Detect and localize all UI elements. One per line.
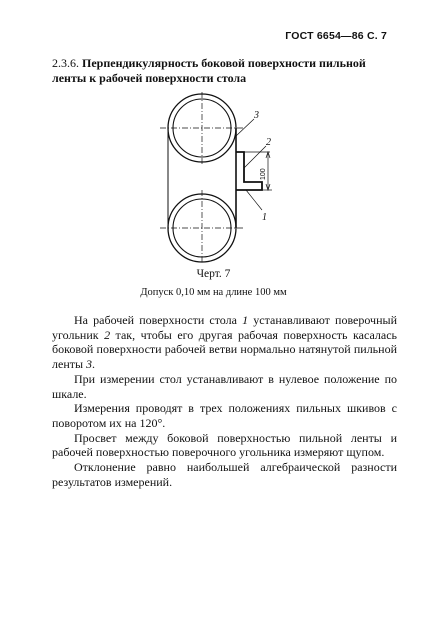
try-square — [236, 152, 262, 190]
ref-3: 3 — [86, 357, 93, 372]
section-title: Перпендикулярность боковой поверхности пильной ленты к рабочей поверхности стола — [52, 56, 366, 85]
label-2: 2 — [266, 137, 271, 148]
tolerance-note: Допуск 0,10 мм на длине 100 мм — [140, 287, 287, 298]
leader-3 — [236, 119, 254, 136]
paragraph-4: Просвет между боковой поверхностью пильной ленты и рабочей поверхностью поверочного угольника измеряют щупом. — [52, 430, 397, 460]
dimension-label: 100 — [260, 168, 267, 180]
ref-1: 1 — [242, 313, 249, 327]
procedure-text — [52, 313, 397, 489]
label-3: 3 — [254, 110, 259, 121]
leader-1 — [246, 190, 262, 210]
figure-7-drawing — [150, 92, 280, 264]
paragraph-5: Отклонение равно наибольшей алгебраической разности результатов измерений. — [52, 460, 397, 489]
paragraph-3: Измерения проводят в трех положениях пильных шкивов с поворотом их на 120°. — [52, 401, 397, 430]
paragraph-1: На рабочей поверхности стола 1 устанавливают поверочный угольник 2 так, чтобы его другая рабочая поверхность касалась боковой поверхности рабочей ветви нормально натянутой пильной ленты 3. — [52, 313, 397, 372]
ref-2: 2 — [104, 327, 111, 342]
leader-2 — [244, 146, 266, 168]
paragraph-2: При измерении стол устанавливают в нулевое положение по шкале. — [52, 371, 397, 401]
figure-caption: Черт. 7 — [196, 268, 231, 280]
page-header: ГОСТ 6654—86 С. 7 — [285, 30, 387, 42]
label-1: 1 — [262, 212, 267, 223]
section-heading — [52, 56, 397, 86]
section-number: 2.3.6. — [52, 56, 79, 70]
